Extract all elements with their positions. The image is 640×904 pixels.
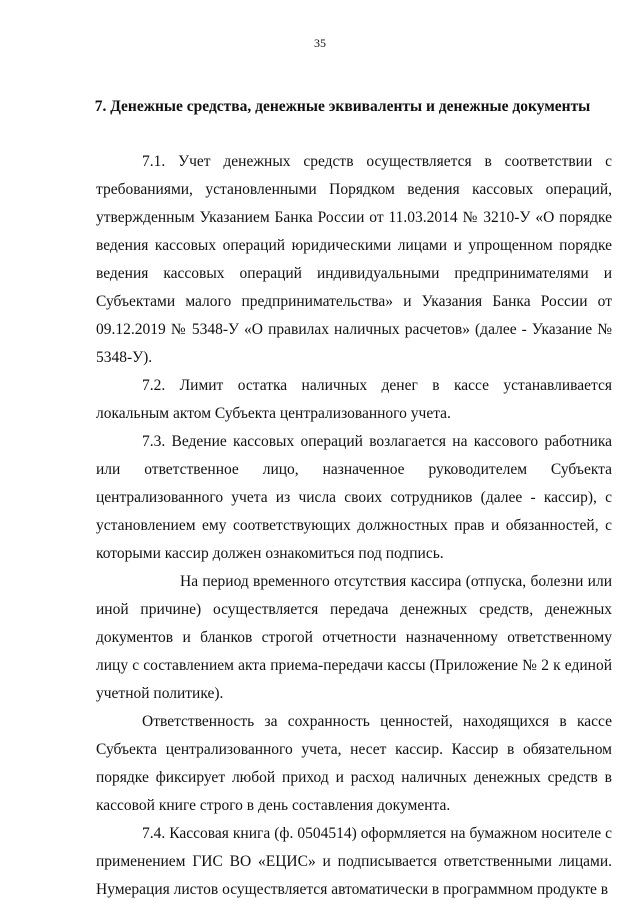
paragraph-7-1: 7.1. Учет денежных средств осуществляется в соответствии с требованиями, установленными Порядком ведения кассовых операций, утвержденным Указанием Банка России от 11.03.2014 № 3210-У «О порядке ведения кассовых операций юридическими лицами и упрощенном порядке ведения кассовых операций индивидуальными предпринимателями и Субъектами малого предпринимательства» и Указания Банка России от 09.12.2019 № 5348-У «О правилах наличных расчетов» (далее - Указание № 5348-У). [96,153,612,366]
section-title: 7. Денежные средства, денежные эквиваленты и денежные документы [94,98,591,115]
page-number: 35 [314,36,326,50]
document-body [96,148,612,904]
paragraph-cashier-absence: На период временного отсутствия кассира (отпуска, болезни или иной причине) осуществляется передача денежных средств, денежных документов и бланков строгой отчетности назначенному ответственному лицу с составлением акта приема-передачи кассы (Приложение № 2 к единой учетной политике). [96,573,612,702]
paragraph-7-3: 7.3. Ведение кассовых операций возлагается на кассового работника или ответственное лицо, назначенное руководителем Субъекта централизованного учета из числа своих сотрудников (далее - кассир), с установлением ему соответствующих должностных прав и обязанностей, с которыми кассир должен ознакомиться под подпись. [96,433,612,562]
paragraph-7-4: 7.4. Кассовая книга (ф. 0504514) оформляется на бумажном носителе с применением ГИС ВО «ЕЦИС» и подписывается ответственными лицами. Нумерация листов осуществляется автоматически в программном продукте в [96,825,612,898]
paragraph-7-2: 7.2. Лимит остатка наличных денег в кассе устанавливается локальным актом Субъекта централизованного учета. [96,377,612,422]
paragraph-responsibility: Ответственность за сохранность ценностей, находящихся в кассе Субъекта централизованного учета, несет кассир. Кассир в обязательном порядке фиксирует любой приход и расход наличных денежных средств в кассовой книге строго в день составления документа. [96,713,612,814]
